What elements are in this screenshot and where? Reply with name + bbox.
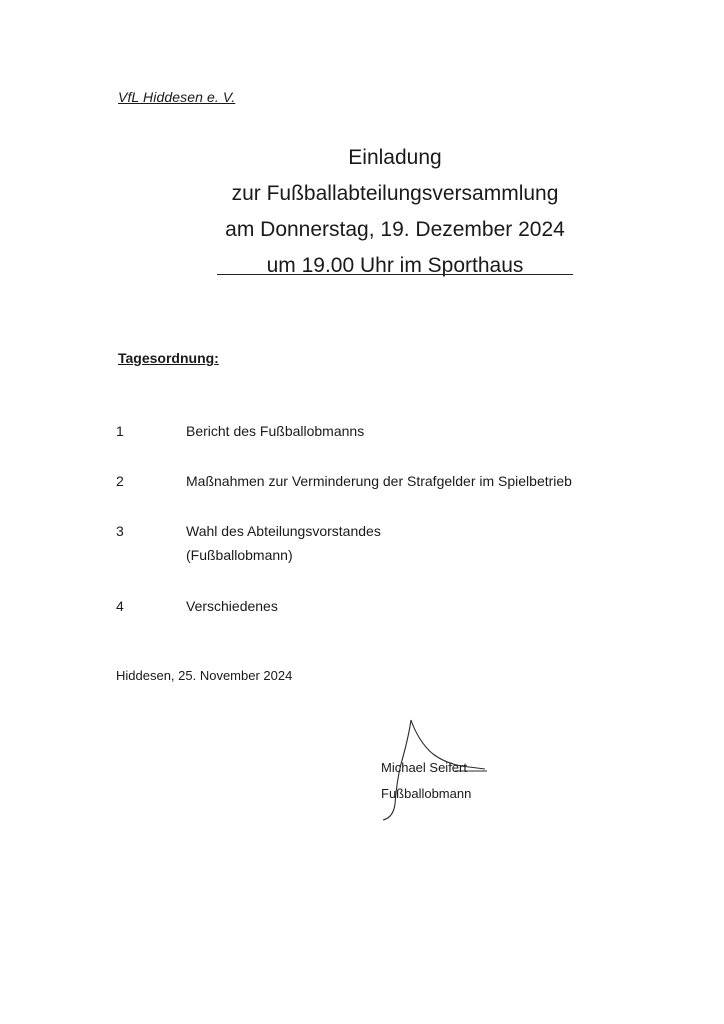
agenda-item-number: 4 xyxy=(116,598,124,614)
place-and-date: Hiddesen, 25. November 2024 xyxy=(116,668,293,683)
signature-block xyxy=(365,712,505,827)
signatory-name: Michael Seifert xyxy=(381,760,467,775)
agenda-item-number: 3 xyxy=(116,523,124,539)
agenda-item-number: 1 xyxy=(116,423,124,439)
agenda-item-number: 2 xyxy=(116,473,124,489)
agenda-item-subtext: (Fußballobmann) xyxy=(186,547,293,563)
signatory-role: Fußballobmann xyxy=(381,786,472,801)
agenda-item-text: Maßnahmen zur Verminderung der Strafgelder im Spielbetrieb xyxy=(186,473,572,489)
title-line-invitation: Einladung xyxy=(348,146,442,169)
agenda-item-text xyxy=(186,519,381,567)
title-line-meeting: zur Fußballabteilungsversammlung xyxy=(231,182,559,205)
title-line-date: am Donnerstag, 19. Dezember 2024 xyxy=(225,218,565,241)
organization-name: VfL Hiddesen e. V. xyxy=(118,89,236,105)
agenda-item-text-main: Wahl des Abteilungsvorstandes xyxy=(186,523,381,539)
agenda-item-text: Bericht des Fußballobmanns xyxy=(186,423,365,439)
title-underline-rule xyxy=(217,274,573,275)
invitation-title xyxy=(200,140,590,284)
agenda-item-text: Verschiedenes xyxy=(186,598,278,614)
title-line-time-place: um 19.00 Uhr im Sporthaus xyxy=(266,254,524,277)
agenda-heading: Tagesordnung: xyxy=(118,350,219,366)
